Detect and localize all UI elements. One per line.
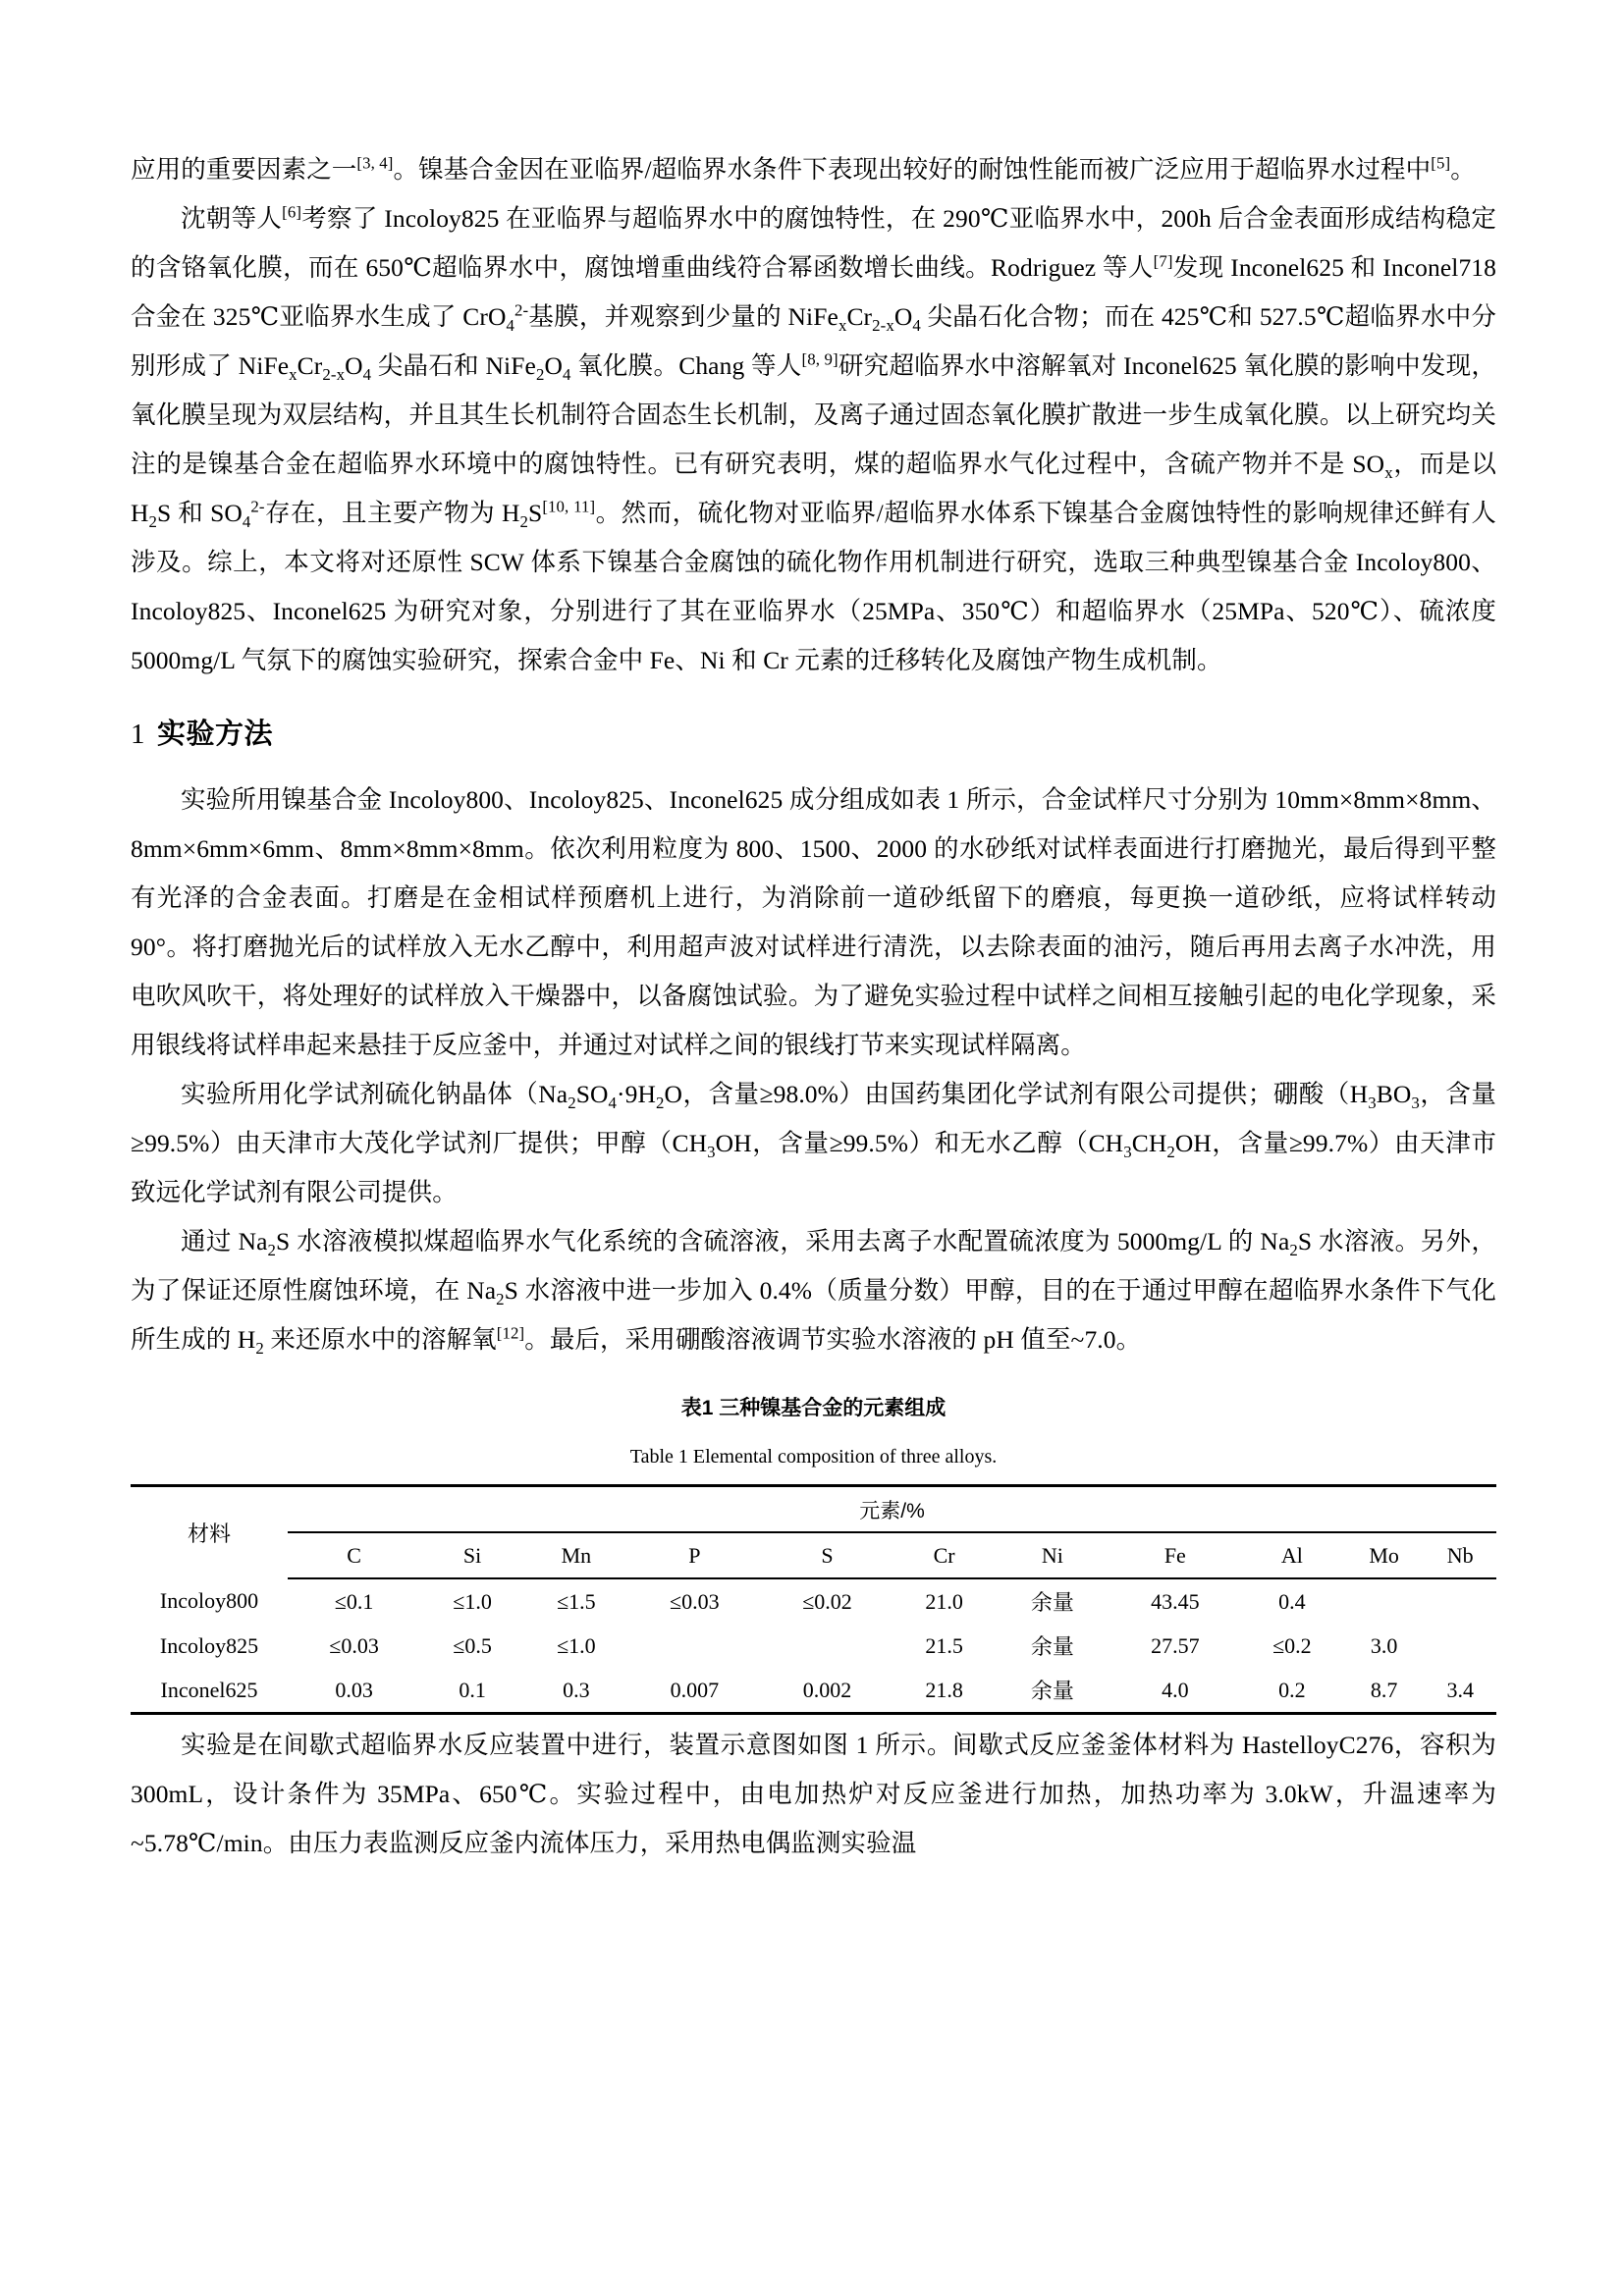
col-header-si: Si (420, 1532, 524, 1578)
table-1-block (131, 1392, 1496, 1715)
cell-value: ≤1.0 (557, 1632, 596, 1658)
cell-value: 0.3 (524, 1668, 628, 1714)
cell-value: 4.0 (1110, 1668, 1240, 1714)
table-caption-chinese: 表1 三种镍基合金的元素组成 (680, 1397, 947, 1419)
cell-value: 0.1 (420, 1668, 524, 1714)
cell-value: ≤0.02 (802, 1588, 852, 1614)
section-number: 1 (131, 719, 145, 750)
cell-value: 0.4 (1278, 1588, 1306, 1614)
alloy-composition-table (131, 1484, 1496, 1715)
cell-value: 21.0 (925, 1588, 963, 1614)
table-header-group-row (131, 1486, 1496, 1533)
cell-value: 余量 (995, 1668, 1110, 1714)
cell-value: 3.4 (1424, 1668, 1496, 1714)
col-header-mn: Mn (524, 1532, 628, 1578)
col-header-p: P (628, 1532, 761, 1578)
col-header-mo: Mo (1344, 1532, 1425, 1578)
cell-value: ≤0.2 (1272, 1632, 1312, 1658)
table-row (131, 1668, 1496, 1714)
paragraph-intro-continuation: 应用的重要因素之一[3, 4]。镍基合金因在亚临界/超临界水条件下表现出较好的耐蚀性能而被广泛应用于超临界水过程中[5]。 (131, 153, 1476, 184)
table-header-element-group (288, 1486, 1496, 1533)
cell-material: Incoloy800 (159, 1588, 259, 1613)
section-heading-experimental-method (131, 711, 1496, 758)
cell-value: 0.002 (761, 1668, 893, 1714)
cell-value: 0.007 (628, 1668, 761, 1714)
col-header-ni: Ni (995, 1532, 1110, 1578)
cell-value: 3.0 (1370, 1632, 1398, 1658)
col-header-nb: Nb (1424, 1532, 1496, 1578)
cell-value: 0.2 (1240, 1668, 1344, 1714)
cell-material: Inconel625 (131, 1668, 288, 1714)
cell-value: 0.03 (288, 1668, 420, 1714)
page-body-column (131, 145, 1496, 1868)
cell-value: ≤0.1 (334, 1588, 374, 1614)
cell-value: 余量 (1030, 1590, 1074, 1615)
cell-value (1344, 1578, 1425, 1624)
cell-value: 21.8 (893, 1668, 995, 1714)
paragraph-sample-preparation: 实验所用镍基合金 Incoloy800、Incoloy825、Inconel625 成分组成如表 1 所示，合金试样尺寸分别为 10mm×8mm×8mm、8mm×6mm×6mm、8mm×8mm×8mm。依次利用粒度为 800、1500、2000 的水砂纸对试样表面进行打磨抛光，最后得到平整有光泽的合金表面。打磨是在金相试样预磨机上进行，为消除前一道砂纸留下的磨痕，每更换一道砂纸，应将试样转动 90°。将打磨抛光后的试样放入无水乙醇中，利用超声波对试样进行清洗，以去除表面的油污，随后再用去离子水冲洗，用电吹风吹干，将处理好的试样放入干燥器中，以备腐蚀试验。为了避免实验过程中试样之间相互接触引起的电化学现象，采用银线将试样串起来悬挂于反应釜中，并通过对试样之间的银线打节来实现试样隔离。 (131, 785, 1496, 1059)
cell-value: 8.7 (1344, 1668, 1425, 1714)
cell-value (1424, 1578, 1496, 1624)
cell-value: 余量 (1030, 1634, 1074, 1659)
table-header-material (131, 1486, 288, 1579)
cell-value (761, 1624, 893, 1668)
cell-value: ≤1.5 (557, 1588, 596, 1614)
cell-value: ≤1.0 (453, 1588, 492, 1614)
col-header-c: C (288, 1532, 420, 1578)
paragraph-solution-preparation: 通过 $Na_2S$ 水溶液模拟煤超临界水气化系统的含硫溶液，采用去离子水配置硫浓度为 5000mg/L 的 $Na_2S$ 水溶液。另外，为了保证还原性腐蚀环境，在 $Na_2S$ 水溶液中进一步加入 0.4%（质量分数）甲醇，目的在于通过甲醇在超临界水条件下气化所生成的 $H_2$ 来还原水中的溶解氧[12]。最后，采用硼酸溶液调节实验水溶液的 pH 值至~7.0。 (131, 1227, 1496, 1359)
cell-material: Incoloy825 (159, 1632, 259, 1658)
table-row (131, 1624, 1496, 1668)
col-header-s: S (761, 1532, 893, 1578)
cell-value (1424, 1624, 1496, 1668)
table-row (131, 1578, 1496, 1624)
col-header-cr: Cr (893, 1532, 995, 1578)
element-group-label: 元素/% (859, 1499, 925, 1522)
cell-value: 21.5 (925, 1632, 963, 1658)
paragraph-apparatus: 实验是在间歇式超临界水反应装置中进行，装置示意图如图 1 所示。间歇式反应釜釜体材料为 HastelloyC276，容积为 300mL，设计条件为 35MPa、650℃。实验过程中，由电加热炉对反应釜进行加热，加热功率为 3.0kW，升温速率为~5.78℃/min。由压力表监测反应釜内流体压力，采用热电偶监测实验温 (131, 1731, 1496, 1857)
cell-value: ≤0.03 (329, 1632, 379, 1658)
col-header-fe: Fe (1110, 1532, 1240, 1578)
section-title: 实验方法 (157, 719, 274, 750)
table-body (131, 1486, 1496, 1714)
material-header-label: 材料 (187, 1522, 231, 1546)
cell-value: ≤0.5 (453, 1632, 492, 1658)
cell-value: 27.57 (1151, 1632, 1200, 1658)
cell-value: 43.45 (1151, 1588, 1200, 1614)
cell-value: ≤0.03 (670, 1588, 720, 1614)
table-header-columns-row (131, 1532, 1496, 1578)
paragraph-literature-review: 沈朝等人[6]考察了 Incoloy825 在亚临界与超临界水中的腐蚀特性，在 290℃亚临界水中，200h 后合金表面形成结构稳定的含铬氧化膜，而在 650℃超临界水中，腐蚀增重曲线符合幂函数增长曲线。Rodriguez 等人[7]发现 Inconel625 和 Inconel718 合金在 325℃亚临界水生成了 CrO$_4^{2-}$基膜，并观察到少量的 $NiFe_xCr_{2-x}O_4$ 尖晶石化合物；而在 425℃和 527.5℃超临界水中分别形成了 $NiFe_xCr_{2-x}O_4$ 尖晶石和 $NiFe_2O_4$ 氧化膜。Chang 等人[8, 9]研究超临界水中溶解氧对 Inconel625 氧化膜的影响中发现，氧化膜呈现为双层结构，并且其生长机制符合固态生长机制，及离子通过固态氧化膜扩散进一步生成氧化膜。以上研究均关注的是镍基合金在超临界水环境中的腐蚀特性。已有研究表明，煤的超临界水气化过程中，含硫产物并不是 $SO_x$，而是以 $H_2S$ 和 $SO_4^{2-}$存在，且主要产物为 $H_2S[10, 11]$。然而，硫化物对亚临界/超临界水体系下镍基合金腐蚀特性的影响规律还鲜有人涉及。综上，本文将对还原性 SCW 体系下镍基合金腐蚀的硫化物作用机制进行研究，选取三种典型镍基合金 Incoloy800、Incoloy825、Inconel625 为研究对象，分别进行了其在亚临界水（25MPa、350℃）和超临界水（25MPa、520℃）、硫浓度 5000mg/L 气氛下的腐蚀实验研究，探索合金中 Fe、Ni 和 Cr 元素的迁移转化及腐蚀产物生成机制。 (131, 202, 1496, 674)
paragraph-chemical-reagents: 实验所用化学试剂硫化钠晶体（$Na_2SO_4\cdot 9H_2O$，含量≥98.0%）由国药集团化学试剂有限公司提供；硼酸（$H_3BO_3$，含量≥99.5%）由天津市大茂化学试剂厂提供；甲醇（$CH_3OH$，含量≥99.5%）和无水乙醇（$CH_3CH_2OH$，含量≥99.7%）由天津市致远化学试剂有限公司提供。 (131, 1080, 1496, 1206)
col-header-al: Al (1240, 1532, 1344, 1578)
cell-value (628, 1624, 761, 1668)
table-caption-english: Table 1 Elemental composition of three alloys. (629, 1446, 998, 1468)
